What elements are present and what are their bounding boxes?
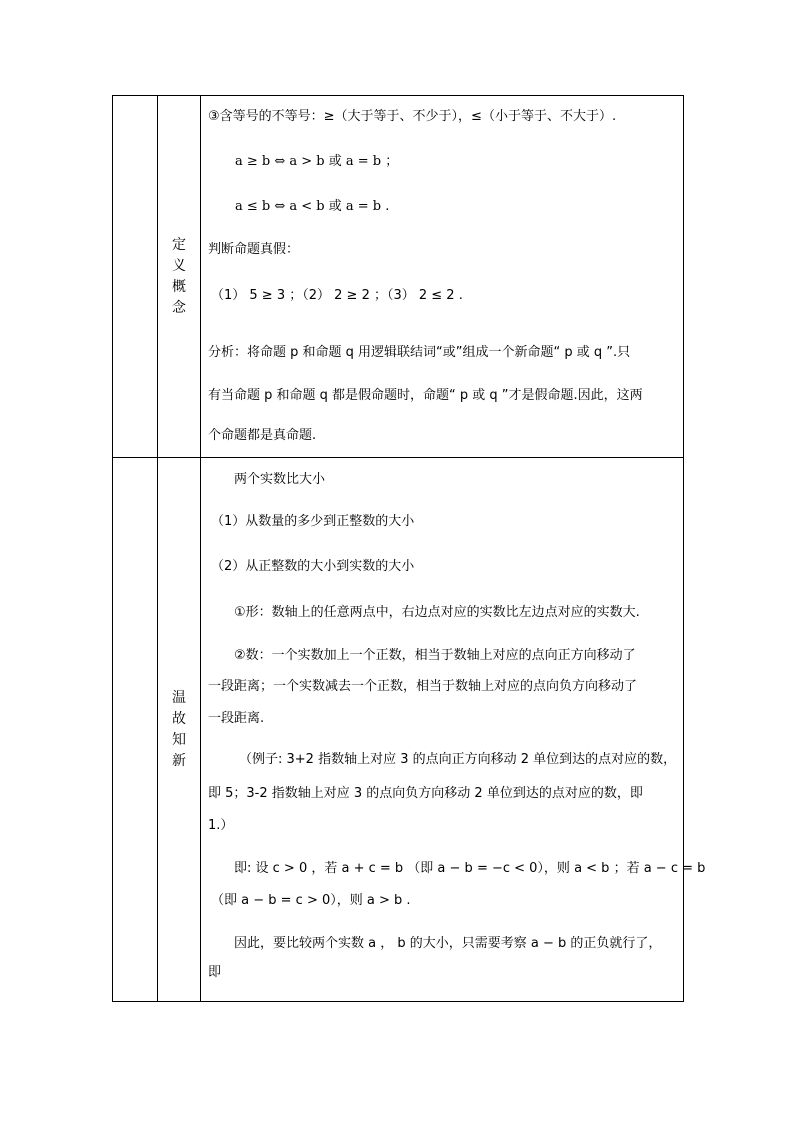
section-label-definition: 定义概念 bbox=[172, 236, 186, 316]
text-line: （1）从数量的多少到正整数的大小 bbox=[211, 514, 415, 529]
text-line: （2）从正整数的大小到实数的大小 bbox=[211, 559, 415, 574]
text-line: 分析：将命题 p 和命题 q 用逻辑联结词“或”组成一个新命题“ p 或 q ”.只 bbox=[208, 345, 631, 360]
text-line: 1.） bbox=[208, 818, 234, 833]
text-line: 个命题都是真命题. bbox=[208, 428, 317, 443]
text-line: （即 a − b = c > 0），则 a > b . bbox=[211, 893, 411, 908]
section-content-review bbox=[201, 458, 706, 1002]
math-line: a ≥ b ⇔ a > b 或 a = b ； bbox=[235, 154, 399, 169]
text-line: 一段距离. bbox=[208, 711, 265, 726]
section-label-cell bbox=[158, 96, 201, 458]
text-line: ③含等号的不等号：≥（大于等于、不少于），≤（小于等于、不大于）. bbox=[208, 109, 617, 124]
text-line: 一段距离；一个实数减去一个正数，相当于数轴上对应的点向负方向移动了 bbox=[208, 679, 638, 694]
text-line: ①形：数轴上的任意两点中，右边点对应的实数比左边点对应的实数大. bbox=[234, 605, 640, 620]
text-line: 即: 设 c > 0 ，若 a + c = b （即 a − b = −c < 0），则 a < b ；若 a − c = b bbox=[234, 861, 706, 876]
section-label-review: 温故知新 bbox=[172, 689, 186, 769]
section-label-cell bbox=[158, 458, 201, 1002]
text-line: 两个实数比大小 bbox=[234, 472, 326, 487]
lesson-table bbox=[112, 95, 706, 1002]
text-line: （例子: 3+2 指数轴上对应 3 的点向正方向移动 2 单位到达的点对应的数， bbox=[239, 752, 677, 767]
empty-cell bbox=[113, 96, 158, 458]
text-line: ②数：一个实数加上一个正数，相当于数轴上对应的点向正方向移动了 bbox=[234, 648, 636, 663]
text-line: 判断命题真假： bbox=[208, 242, 300, 257]
text-line: 即 bbox=[208, 965, 222, 980]
empty-cell bbox=[113, 458, 158, 1002]
section-content-definition bbox=[201, 96, 684, 458]
text-line: 因此，要比较两个实数 a ， b 的大小，只需要考察 a − b 的正负就行了， bbox=[234, 936, 662, 951]
text-line: 即 5；3-2 指数轴上对应 3 的点向负方向移动 2 单位到达的点对应的数，即 bbox=[208, 786, 643, 801]
text-line: 有当命题 p 和命题 q 都是假命题时，命题“ p 或 q ”才是假命题.因此，这两 bbox=[208, 388, 643, 403]
math-line: a ≤ b ⇔ a < b 或 a = b . bbox=[235, 199, 390, 214]
text-line: （1） 5 ≥ 3 ；（2） 2 ≥ 2 ；（3） 2 ≤ 2 . bbox=[211, 288, 463, 303]
table-row-definition bbox=[113, 96, 684, 458]
table-row-review bbox=[113, 458, 684, 1002]
